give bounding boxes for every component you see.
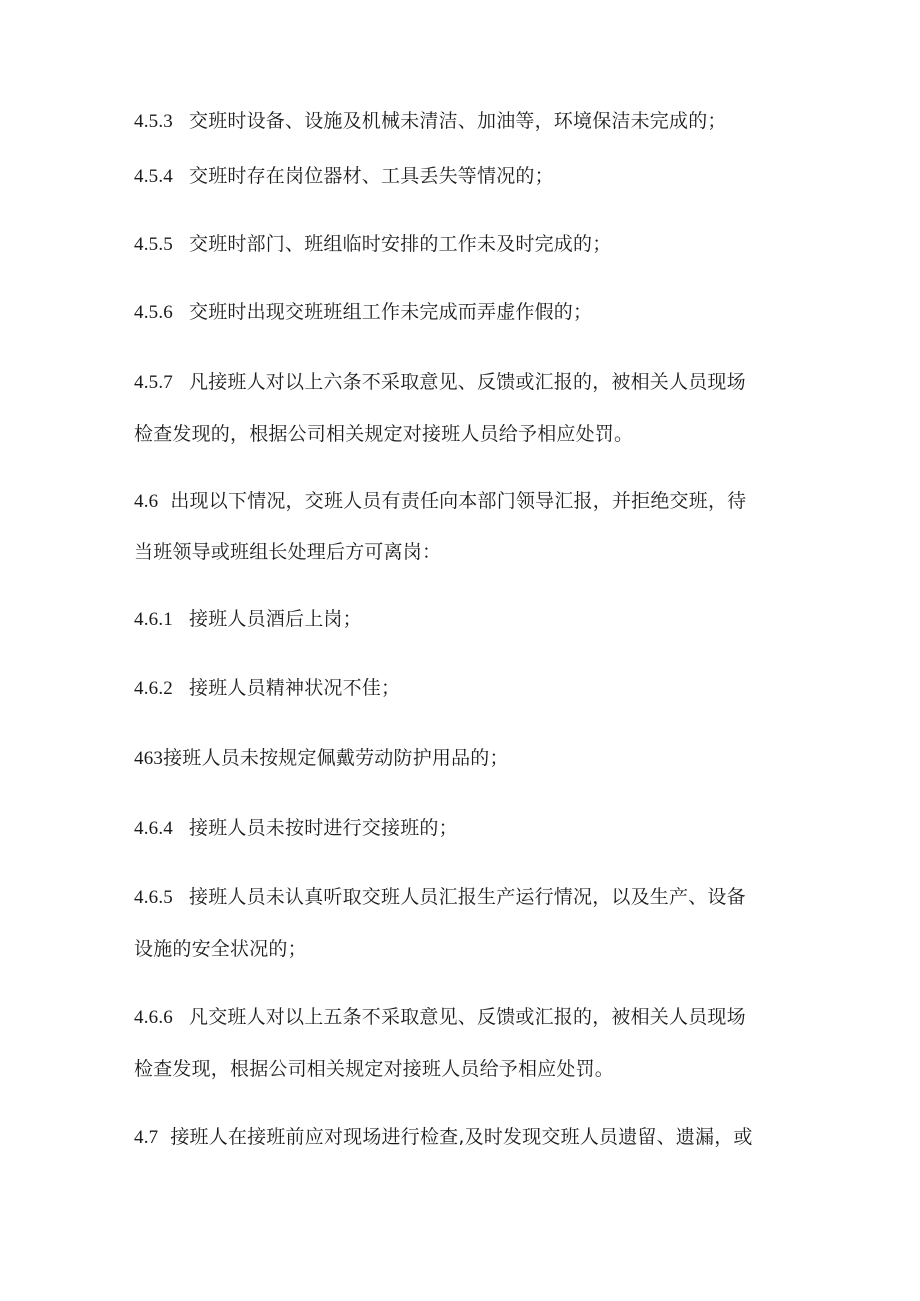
clause-text: 接班人员未认真听取交班人员汇报生产运行情况，以及生产、设备 <box>189 886 746 908</box>
clause-4-6-5-continuation <box>134 937 794 961</box>
clause-4-6-3 <box>134 746 794 771</box>
clause-text: 接班人员未按时进行交接班的； <box>189 817 458 839</box>
clause-number: 4.5.4 <box>134 166 173 187</box>
clause-4-5-6 <box>134 300 794 325</box>
clause-4-5-7 <box>134 370 794 395</box>
clause-text: 检查发现，根据公司相关规定对接班人员给予相应处罚。 <box>134 1058 615 1080</box>
clause-text: 凡交班人对以上五条不采取意见、反馈或汇报的，被相关人员现场 <box>189 1006 746 1028</box>
clause-4-6-4 <box>134 816 794 841</box>
clause-text: 交班时出现交班班组工作未完成而弄虚作假的； <box>189 301 593 323</box>
clause-number: 4.5.7 <box>134 372 173 393</box>
clause-number: 4.6.2 <box>134 678 173 699</box>
clause-4-6-1 <box>134 607 794 632</box>
clause-text: 检查发现的，根据公司相关规定对接班人员给予相应处罚。 <box>134 423 634 445</box>
clause-4-5-3 <box>134 109 794 134</box>
clause-4-6-6 <box>134 1005 794 1030</box>
clause-text: 出现以下情况，交班人员有责任向本部门领导汇报，并拒绝交班，待 <box>170 490 747 512</box>
clause-text: 凡接班人对以上六条不采取意见、反馈或汇报的，被相关人员现场 <box>189 371 746 393</box>
clause-4-6-6-continuation <box>134 1057 794 1081</box>
clause-number: 463 <box>134 748 164 769</box>
clause-number: 4.6.5 <box>134 887 173 908</box>
clause-text: 交班时存在岗位器材、工具丢失等情况的； <box>189 165 554 187</box>
clause-text: 设施的安全状况的； <box>134 938 307 960</box>
clause-text: 接班人在接班前应对现场进行检查,及时发现交班人员遗留、遗漏，或 <box>170 1126 753 1148</box>
clause-4-6 <box>134 489 794 514</box>
clause-4-5-4 <box>134 164 794 189</box>
clause-number: 4.7 <box>134 1127 159 1148</box>
clause-4-5-7-continuation <box>134 422 794 446</box>
clause-number: 4.6.1 <box>134 609 173 630</box>
clause-number: 4.5.5 <box>134 234 173 255</box>
clause-number: 4.5.3 <box>134 111 173 132</box>
clause-4-7 <box>134 1125 794 1150</box>
clause-number: 4.6.4 <box>134 818 173 839</box>
clause-4-6-continuation <box>134 540 794 564</box>
clause-text: 接班人员酒后上岗； <box>189 608 362 630</box>
clause-number: 4.6.6 <box>134 1007 173 1028</box>
clause-text: 交班时部门、班组临时安排的工作未及时完成的； <box>189 233 612 255</box>
clause-text: 交班时设备、设施及机械未清洁、加油等，环境保洁未完成的； <box>189 110 727 132</box>
clause-text: 接班人员精神状况不佳； <box>189 677 401 699</box>
clause-number: 4.5.6 <box>134 302 173 323</box>
clause-number: 4.6 <box>134 491 159 512</box>
clause-text: 当班领导或班组长处理后方可离岗： <box>134 541 442 563</box>
clause-4-5-5 <box>134 232 794 257</box>
clause-4-6-2 <box>134 676 794 701</box>
clause-text: 接班人员未按规定佩戴劳动防护用品的； <box>163 747 509 769</box>
clause-4-6-5 <box>134 885 794 910</box>
